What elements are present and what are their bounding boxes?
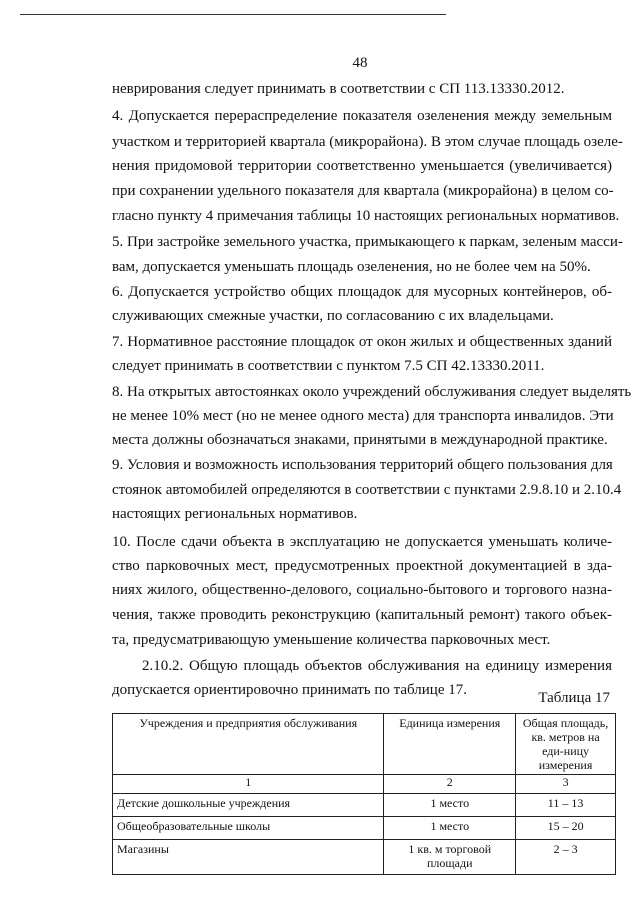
- text-line: та, предусматривающую уменьшение количества парковочных мест.: [112, 632, 551, 648]
- text-line: 8. На открытых автостоянках около учреждений обслуживания следует выделять: [112, 384, 632, 400]
- text-line: не менее 10% мест (но не менее одного места) для транспорта инвалидов. Эти: [112, 408, 614, 424]
- column-header: Учреждения и предприятия обслуживания: [113, 714, 384, 775]
- text-line: гласно пункту 4 примечания таблицы 10 настоящих региональных нормативов.: [112, 208, 620, 224]
- text-line: 10. После сдачи объекта в эксплуатацию не допускается уменьшать количе-: [112, 534, 612, 550]
- table-17: [112, 713, 616, 875]
- column-number: 2: [384, 775, 516, 794]
- table-cell: 1 место: [384, 817, 516, 840]
- text-line: ниях жилого, общественно-делового, социально-бытового и торгового назна-: [112, 582, 612, 598]
- table-caption: Таблица 17: [538, 690, 610, 706]
- text-line: 5. При застройке земельного участка, примыкающего к паркам, зеленым масси-: [112, 234, 623, 250]
- table-cell: 15 – 20: [516, 817, 616, 840]
- text-line: участком и территорией квартала (микрорайона). В этом случае площадь озеле-: [112, 134, 623, 150]
- text-line: при сохранении удельного показателя для квартала (микрорайона) в целом со-: [112, 183, 614, 199]
- page-number: 48: [352, 55, 368, 71]
- column-number: 3: [516, 775, 616, 794]
- table-row: [113, 794, 616, 817]
- text-line: 9. Условия и возможность использования территорий общего пользования для: [112, 457, 613, 473]
- column-number: 1: [113, 775, 384, 794]
- text-line: служивающих смежные участки, по согласованию с их владельцами.: [112, 308, 554, 324]
- table-cell: Детские дошкольные учреждения: [113, 794, 384, 817]
- text-line: вам, допускается уменьшать площадь озеленения, но не более чем на 50%.: [112, 259, 591, 275]
- text-line: 7. Нормативное расстояние площадок от окон жилых и общественных зданий: [112, 334, 612, 350]
- text-line: 4. Допускается перераспределение показателя озеленения между земельным: [112, 108, 612, 124]
- table-row: [113, 840, 616, 875]
- text-line: следует принимать в соответствии с пунктом 7.5 СП 42.13330.2011.: [112, 358, 545, 374]
- text-line: нения придомовой территории соответственно уменьшается (увеличивается): [112, 158, 612, 174]
- header-rule: [20, 14, 446, 15]
- column-header: Общая площадь, кв. метров на еди-ницу измерения: [516, 714, 616, 775]
- table-cell: 11 – 13: [516, 794, 616, 817]
- column-header: Единица измерения: [384, 714, 516, 775]
- table-cell: Общеобразовательные школы: [113, 817, 384, 840]
- text-line: ство парковочных мест, предусмотренных проектной документацией в зда-: [112, 558, 612, 574]
- table-cell: 1 кв. м торговой площади: [384, 840, 516, 875]
- text-line: 6. Допускается устройство общих площадок для мусорных контейнеров, об-: [112, 284, 612, 300]
- text-line: стоянок автомобилей определяются в соответствии с пунктами 2.9.8.10 и 2.10.4: [112, 482, 622, 498]
- table-cell: 1 место: [384, 794, 516, 817]
- table-cell: Магазины: [113, 840, 384, 875]
- text-line: неврирования следует принимать в соответствии с СП 113.13330.2012.: [112, 81, 565, 97]
- text-line: допускается ориентировочно принимать по таблице 17.: [112, 682, 467, 698]
- table-header-row: [113, 714, 616, 775]
- column-number-row: [113, 775, 616, 794]
- table-cell: 2 – 3: [516, 840, 616, 875]
- table-row: [113, 817, 616, 840]
- text-line: 2.10.2. Общую площадь объектов обслуживания на единицу измерения: [142, 658, 612, 674]
- text-line: чения, также проводить реконструкцию (капитальный ремонт) такого объек-: [112, 607, 612, 623]
- text-line: настоящих региональных нормативов.: [112, 506, 358, 522]
- text-line: места должны обозначаться знаками, принятыми в международной практике.: [112, 432, 608, 448]
